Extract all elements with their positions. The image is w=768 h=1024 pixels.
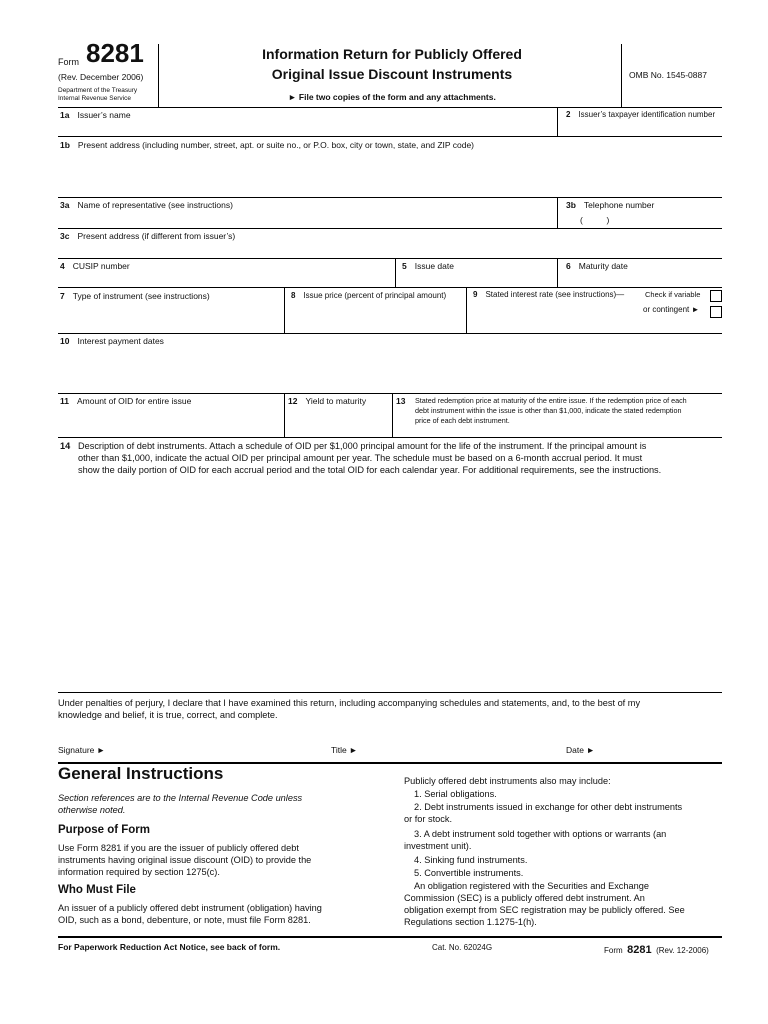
who-must-file-heading: Who Must File [58, 884, 136, 896]
field-1a-issuer-name[interactable]: 1a Issuer’s name [60, 110, 131, 120]
form-number: 8281 [86, 38, 144, 68]
field-5-issue-date[interactable]: 5 Issue date [402, 261, 454, 271]
form-revision: (Rev. December 2006) [58, 72, 144, 82]
rule-4 [58, 287, 722, 288]
rule-3a [58, 228, 722, 229]
rule-10 [58, 393, 722, 394]
header-divider-left [158, 44, 159, 108]
field-3a-representative[interactable]: 3a Name of representative (see instructions) [60, 200, 233, 210]
title-field[interactable]: Title ► [331, 745, 358, 755]
field-8-issue-price[interactable]: 8 Issue price (percent of principal amount) [291, 291, 447, 300]
contingent-label: or contingent ► [643, 305, 700, 314]
vrule-12 [284, 393, 285, 437]
variable-label: Check if variable [645, 290, 701, 299]
omb-number: OMB No. 1545-0887 [629, 70, 707, 80]
vrule-3b [557, 197, 558, 228]
date-field[interactable]: Date ► [566, 745, 595, 755]
field-3c-rep-address[interactable]: 3c Present address (if different from issuer’s) [60, 231, 236, 241]
general-instructions-heading: General Instructions [58, 764, 224, 783]
form-title-line1: Information Return for Publicly Offered [262, 46, 522, 62]
field-11-oid-amount[interactable]: 11 Amount of OID for entire issue [60, 396, 192, 406]
catalog-number: Cat. No. 62024G [432, 943, 493, 952]
purpose-heading: Purpose of Form [58, 824, 151, 836]
variable-checkbox[interactable] [710, 290, 722, 302]
field-12-yield[interactable]: 12 Yield to maturity [288, 396, 367, 406]
rule-7 [58, 333, 722, 334]
field-7-instrument-type[interactable]: 7 Type of instrument (see instructions) [60, 291, 210, 301]
file-note: ► File two copies of the form and any attachments. [288, 92, 496, 102]
vrule-2 [557, 107, 558, 136]
vrule-5 [395, 258, 396, 287]
vrule-6 [557, 258, 558, 287]
perjury-statement: Under penalties of perjury, I declare that I have examined this return, including accompanying schedules and statements, and, to the best of my knowledge and belief, it is true, correct, and complete. [58, 698, 641, 720]
rule-1b [58, 197, 722, 198]
vrule-13 [392, 393, 393, 437]
vrule-8 [284, 287, 285, 333]
field-9-interest-rate[interactable]: 9 Stated interest rate (see instructions)— [473, 290, 625, 299]
paperwork-notice: For Paperwork Reduction Act Notice, see back of form. [58, 942, 281, 952]
signature-field[interactable]: Signature ► [58, 745, 106, 755]
rule-1a [58, 136, 722, 137]
field-3b-telephone[interactable]: 3b Telephone number [566, 200, 655, 210]
form-title-line2: Original Issue Discount Instruments [271, 66, 513, 82]
field-1b-present-address[interactable]: 1b Present address (including number, street, apt. or suite no., or P.O. box, city or town, state, and ZIP code) [60, 140, 475, 150]
field-10-payment-dates[interactable]: 10 Interest payment dates [60, 336, 164, 346]
rule-11 [58, 437, 722, 438]
footer-form-id: Form 8281 (Rev. 12-2006) [604, 944, 709, 956]
form-word: Form [58, 57, 79, 67]
vrule-9 [466, 287, 467, 333]
phone-parens: ( ) [580, 215, 610, 225]
field-6-maturity-date[interactable]: 6 Maturity date [566, 261, 628, 271]
dept-line2: Internal Revenue Service [58, 95, 131, 102]
contingent-checkbox[interactable] [710, 306, 722, 318]
dept-line1: Department of the Treasury [58, 87, 138, 94]
rule-3c [58, 258, 722, 259]
header-divider-right [621, 44, 622, 108]
rule-footer [58, 936, 722, 938]
rule-14 [58, 692, 722, 693]
rule-top [58, 107, 722, 108]
field-2-issuer-tin[interactable]: 2 Issuer’s taxpayer identification number [566, 110, 716, 119]
field-4-cusip[interactable]: 4 CUSIP number [60, 261, 130, 271]
form-header [58, 40, 722, 108]
